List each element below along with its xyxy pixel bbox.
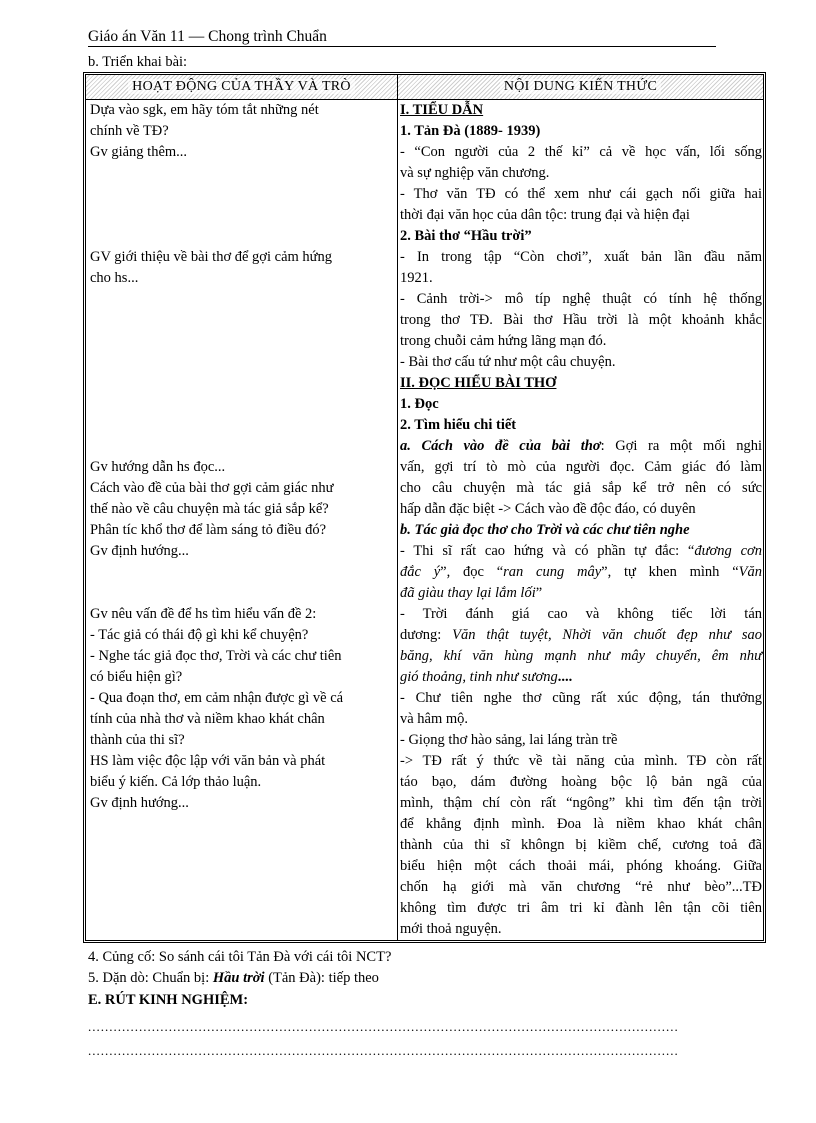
content-column [400,100,762,940]
activity-line: - Qua đoạn thơ, em cảm nhận được gì về cá [90,690,344,706]
activity-line: thành của thi sĩ? [90,732,185,748]
point-b-title: b. Tác giả đọc thơ cho Trời và các chư tiên nghe [400,522,690,538]
content-line: hấp dẫn đặc biệt -> Cách vào đề độc đáo, có duyên [400,501,696,517]
activities-column [90,100,390,814]
content-line: thành của thi sĩ khôngn bị kiềm chế, cương toả đã [400,837,762,853]
content-line: cho câu chuyện mà tác giả sắp kể trở nên có sức [400,480,762,496]
content-line: dương: Văn thật tuyệt, Nhời văn chuốt đẹp như sao [400,627,762,643]
content-line: - Cảnh trời-> mô típ nghệ thuật có tính hệ thống [400,291,762,307]
content-line: - Trời đánh giá cao và không tiếc lời tán [400,606,762,622]
section-title: II. ĐỌC HIỂU BÀI THƠ [400,375,557,391]
activity-line: - Tác giả có thái độ gì khi kể chuyện? [90,627,309,643]
table-header-activities: HOẠT ĐỘNG CỦA THẦY VÀ TRÒ [86,75,397,99]
activity-line: có biểu hiện gì? [90,669,183,685]
content-line: và hâm mộ. [400,711,469,727]
experience-heading: E. RÚT KINH NGHIỆM: [88,992,249,1008]
content-line: trong thơ TĐ. Bài thơ Hầu trời là một khoảnh khắc [400,312,762,328]
dotted-line: ........................................................................................................................................... [88,1043,679,1058]
lesson-table [83,72,766,943]
activity-line: Gv định hướng... [90,795,189,811]
content-line: - “Con người của 2 thế kỉ” cả về học vấn, lối sống [400,144,762,160]
page-header: Giáo án Văn 11 — Chong trình Chuẩn [88,28,716,47]
content-line: biểu hiện một cách thoải mái, phóng khoáng. Giữa [400,858,762,874]
activity-line: Gv giảng thêm... [90,144,188,160]
subsection-title: 2. Tìm hiểu chi tiết [400,417,517,433]
content-line: vấn, gợi trí tò mò của người đọc. Cảm giác đó làm [400,459,762,475]
content-line: đắc ý”, đọc “ran cung mây”, tự khen mình “Văn [400,564,762,580]
content-line: gió thoảng, tinh như sương.... [400,669,573,685]
section-subheading: b. Triển khai bài: [88,54,188,70]
content-line: không tìm được tri âm tri kỉ đành lên tận cõi tiên [400,900,762,916]
activity-line: tính của nhà thơ và niềm khao khát chân [90,711,325,727]
column-divider [397,75,398,940]
content-line: 1921. [400,270,433,286]
point-a-title: a. Cách vào đề của bài thơ [400,438,601,454]
activity-line: Dựa vào sgk, em hãy tóm tắt những nét [90,102,319,118]
subsection-title: 1. Đọc [400,396,439,412]
activity-line: biểu ý kiến. Cả lớp thảo luận. [90,774,262,790]
activity-line: Gv định hướng... [90,543,189,559]
activity-line: Gv nêu vấn đề để hs tìm hiểu vấn đề 2: [90,606,317,622]
subsection-title: 1. Tản Đà (1889- 1939) [400,123,541,139]
content-line: a. Cách vào đề của bài thơ: Gợi ra một mối nghi [400,438,762,454]
content-line: trong chuỗi cảm hứng lãng mạn đó. [400,333,607,349]
dotted-line: ........................................................................................................................................... [88,1019,679,1034]
activity-line: GV giới thiệu về bài thơ để gợi cảm hứng [90,249,333,265]
content-line: - Giọng thơ hào sảng, lai láng tràn trề [400,732,618,748]
activity-line: cho hs... [90,270,139,286]
content-line: mình, thậm chí còn rất “ngông” khi tìm đến tận trời [400,795,762,811]
activity-line: Phân tíc khổ thơ để làm sáng tỏ điều đó? [90,522,327,538]
activity-line: chính về TĐ? [90,123,169,139]
content-line: - Thơ văn TĐ có thể xem như cái gạch nối giữa hai [400,186,762,202]
content-line: thời đại văn học của dân tộc: trung đại và hiện đại [400,207,690,223]
content-line: băng, khí văn hùng mạnh như mây chuyển, êm như [400,648,762,664]
content-line: - Thi sĩ rất cao hứng và có phần tự đắc: “đương cơn [400,543,762,559]
content-line: táo bạo, dám đường hoàng bộc lộ bản ngã của [400,774,762,790]
activity-line: thế nào về câu chuyện mà tác giả sắp kể? [90,501,329,517]
activity-line: HS làm việc độc lập với văn bản và phát [90,753,326,769]
table-header-row [86,75,763,100]
table-header-content: NỘI DUNG KIẾN THỨC [398,75,763,99]
content-line: -> TĐ rất ý thức về tài năng của mình. TĐ còn rất [400,753,762,769]
consolidation-line: 4. Củng cố: So sánh cái tôi Tản Đà với cái tôi NCT? [88,949,392,965]
content-line: - In trong tập “Còn chơi”, xuất bản lần đầu năm [400,249,762,265]
content-line: và sự nghiệp văn chương. [400,165,550,181]
content-line: để khẳng định mình. Đoa là niềm khao khát chân [400,816,762,832]
subsection-title: 2. Bài thơ “Hầu trời” [400,228,532,244]
section-title: I. TIỂU DẪN [400,102,484,118]
activity-line: Cách vào đề của bài thơ gợi cảm giác như [90,480,334,496]
content-line: chốn hạ giới mà văn chương “rẻ như bèo”...TĐ [400,879,762,895]
content-line: đã giàu thay lại lắm lối” [400,585,543,601]
homework-line: 5. Dặn dò: Chuẩn bị: Hầu trời (Tản Đà): tiếp theo [88,970,379,986]
content-line: mới thoả nguyện. [400,921,502,937]
activity-line: Gv hướng dẫn hs đọc... [90,459,226,475]
content-line: - Bài thơ cấu tứ như một câu chuyện. [400,354,616,370]
content-line: - Chư tiên nghe thơ cũng rất xúc động, tán thưởng [400,690,762,706]
activity-line: - Nghe tác giả đọc thơ, Trời và các chư tiên [90,648,342,664]
